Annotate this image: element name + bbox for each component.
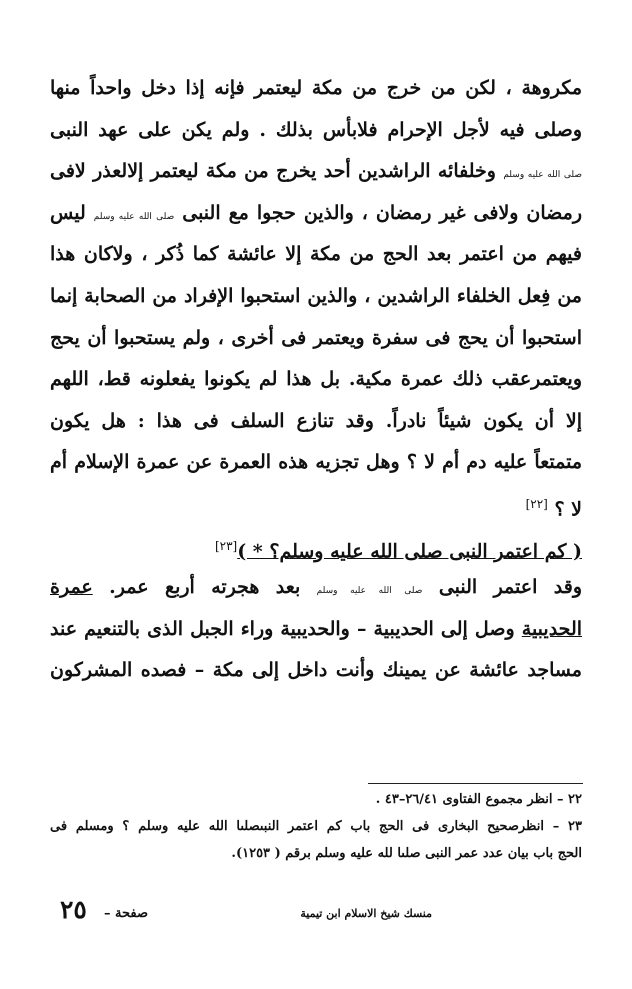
text-line: صلى الله عليه وسلم وخلفائه الراشدين أحد يخرج من مكة ليعتمر إلالعذر لافى xyxy=(50,160,582,183)
text-line: وصلى فيه لأجل الإحرام فلابأس بذلك . ولم يكن على عهد النبى xyxy=(50,118,582,141)
page-number: ٢٥ xyxy=(60,895,87,924)
text-line: مساجد عائشة عن يمينك وأنت داخل إلى مكة – فصده المشركون xyxy=(50,659,582,682)
main-text xyxy=(50,68,582,692)
text-line: فيهم من اعتمر بعد الحج من مكة إلا عائشة كما ذُكر ، ولاكان هذا xyxy=(50,243,582,266)
footnotes xyxy=(50,786,582,867)
text-line: متمتعاً عليه دم أم لا ؟ وهل تجزيه هذه العمرة عن عمرة الإسلام أم xyxy=(50,451,582,474)
text-line: استحبوا أن يحج فى سفرة ويعتمر فى أخرى ، ولم يستحبوا أن يحج xyxy=(50,326,582,349)
text-line: وقد اعتمر النبى صلى الله عليه وسلم بعد هجرته أربع عمر. عمرة xyxy=(50,576,582,599)
footnote-divider xyxy=(368,783,583,784)
salawat-inline: صلى الله عليه وسلم xyxy=(93,211,175,222)
text-line: رمضان ولافى غير رمضان ، والذين حجوا مع النبى صلى الله عليه وسلم ليس xyxy=(50,201,582,224)
text-line: إلا أن يكون شيئاً نادراً. وقد تنازع السلف فى هذا : هل يكون xyxy=(50,409,582,432)
footnote-22: ٢٢ – انظر مجموع الفتاوى ٢٦/٤١–٤٣ . xyxy=(375,792,582,807)
underlined-term: الحديبية xyxy=(521,617,582,640)
text-line: مكروهة ، لكن من خرج من مكة ليعتمر فإنه إذا دخل واحداً منها xyxy=(50,77,582,99)
page-footer xyxy=(60,893,432,933)
heading-text: ( كم اعتمر النبى صلى الله عليه وسلم؟ * ) xyxy=(237,539,582,562)
text-line: لا ؟ [٢٢] xyxy=(525,496,582,521)
page-label: صفحة – xyxy=(104,906,149,921)
salawat-inline: صلى الله عليه وسلم xyxy=(316,586,423,597)
text-line: الحديبية وصل إلى الحديبية – والحديبية وراء الجبل الذى بالتنعيم عند xyxy=(50,617,582,640)
underlined-term: عمرة xyxy=(50,576,93,599)
section-heading xyxy=(50,526,582,568)
footnote-23-line1: ٢٣ – انظرصحيح البخارى فى الحج باب كم اعتمر النبىصلىا الله عليه وسلم ؟ ومسلم فى xyxy=(50,819,582,834)
running-title: منسك شيخ الاسلام ابن تيمية xyxy=(300,907,432,920)
footnote-ref-22[interactable]: [٢٢] xyxy=(525,496,548,511)
footnote-23-line2: الحج باب بيان عدد عمر النبى صلىا لله عليه وسلم برقم ( ١٢٥٣). xyxy=(231,846,582,861)
text-line: من فِعل الخلفاء الراشدين ، والذين استحبوا الإفراد من الصحابة إنما xyxy=(50,284,582,307)
salawat-inline: صلى الله عليه وسلم xyxy=(503,170,582,181)
text-line: ويعتمرعقب ذلك عمرة مكية. بل هذا لم يكونوا يفعلونه قط، اللهم xyxy=(50,368,582,391)
footnote-ref-23[interactable]: [٢٣] xyxy=(214,538,238,553)
